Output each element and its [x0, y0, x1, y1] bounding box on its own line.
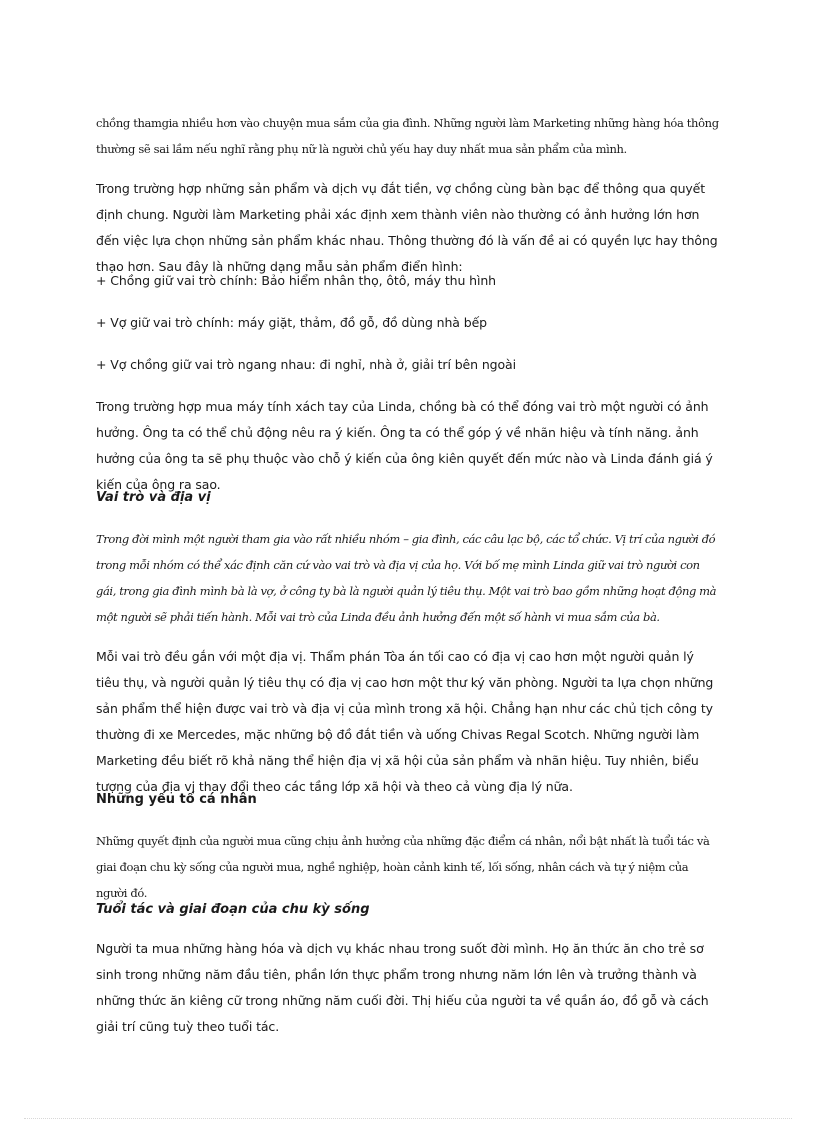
paragraph-status: Mỗi vai trò đều gắn với một địa vị. Thẩm phán Tòa án tối cao có địa vị cao hơn một người quản lý tiêu thụ, và người quản lý tiêu thụ có địa vị cao hơn một thư ký văn phòng. Người ta lựa chọn những sản phẩm thể hiện được vai trò và địa vị của mình trong xã hội. Chẳng hạn như các chủ tịch công ty thường đi xe Mercedes, mặc những bộ đồ đắt tiền và uống Chivas Regal Scotch. Những người làm Marketing đều biết rõ khả năng thể hiện địa vị xã hội của sản phẩm và nhãn hiệu. Tuy nhiên, biểu tượng của địa vị thay đổi theo các tầng lớp xã hội và theo cả vùng địa lý nữa.: [96, 649, 714, 794]
paragraph-1: chồng thamgia nhiều hơn vào chuyện mua sắm của gia đình. Những người làm Marketing những hàng hóa thông thường sẽ sai lầm nếu nghĩ rằng phụ nữ là người chủ yếu hay duy nhất mua sản phẩm của mình.: [96, 116, 719, 156]
paragraph-personal-factors: Những quyết định của người mua cũng chịu ảnh hưởng của những đặc điểm cá nhân, nổi bật nhất là tuổi tác và giai đoạn chu kỳ sống của người mua, nghề nghiệp, hoàn cảnh kinh tế, lối sống, nhân cách và tự ý niệm của người đó.: [96, 834, 710, 900]
section-heading-personal-factors: Những yếu tố cá nhân: [96, 792, 257, 807]
list-item-wife: + Vợ giữ vai trò chính: máy giặt, thảm, đồ gỗ, đồ dùng nhà bếp: [96, 315, 488, 330]
paragraph-linda-laptop: Trong trường hợp mua máy tính xách tay của Linda, chồng bà có thể đóng vai trò một người có ảnh hưởng. Ông ta có thể chủ động nêu ra ý kiến. Ông ta có thể góp ý về nhãn hiệu và tính năng. ảnh hưởng của ông ta sẽ phụ thuộc vào chỗ ý kiến của ông kiên quyết đến mức nào và Linda đánh giá ý kiến của ông ra sao.: [96, 399, 713, 492]
section-heading-age-lifecycle: Tuổi tác và giai đoạn của chu kỳ sống: [96, 902, 370, 917]
section-heading-role-status: Vai trò và địa vị: [96, 490, 211, 505]
page-bottom-rule: [24, 1118, 792, 1119]
list-item-husband: + Chồng giữ vai trò chính: Bảo hiểm nhân thọ, ôtô, máy thu hình: [96, 273, 496, 288]
paragraph-age-lifecycle: Người ta mua những hàng hóa và dịch vụ khác nhau trong suốt đời mình. Họ ăn thức ăn cho trẻ sơ sinh trong những năm đầu tiên, phần lớn thực phẩm trong nhưng năm lớn lên và trưởng thành và những thức ăn kiêng cữ trong những năm cuối đời. Thị hiếu của người ta về quần áo, đồ gỗ và cách giải trí cũng tuỳ theo tuổi tác.: [96, 941, 709, 1034]
paragraph-roles-italic: Trong đời mình một người tham gia vào rất nhiều nhóm – gia đình, các câu lạc bộ, các tổ chức. Vị trí của người đó trong mỗi nhóm có thể xác định căn cứ vào vai trò và địa vị của họ. Với bố mẹ mình Linda giữ vai trò người con gái, trong gia đình mình bà là vợ, ở công ty bà là người quản lý tiêu thụ. Một vai trò bao gồm những hoạt động mà một người sẽ phải tiến hành. Mỗi vai trò của Linda đều ảnh hưởng đến một số hành vi mua sắm của bà.: [96, 532, 717, 624]
list-item-both: + Vợ chồng giữ vai trò ngang nhau: đi nghỉ, nhà ở, giải trí bên ngoài: [96, 357, 516, 372]
paragraph-2: Trong trường hợp những sản phẩm và dịch vụ đắt tiền, vợ chồng cùng bàn bạc để thông qua quyết định chung. Người làm Marketing phải xác định xem thành viên nào thường có ảnh hưởng lớn hơn đến việc lựa chọn những sản phẩm khác nhau. Thông thường đó là vấn đề ai có quyền lực hay thông thạo hơn. Sau đây là những dạng mẫu sản phẩm điển hình:: [96, 181, 718, 274]
